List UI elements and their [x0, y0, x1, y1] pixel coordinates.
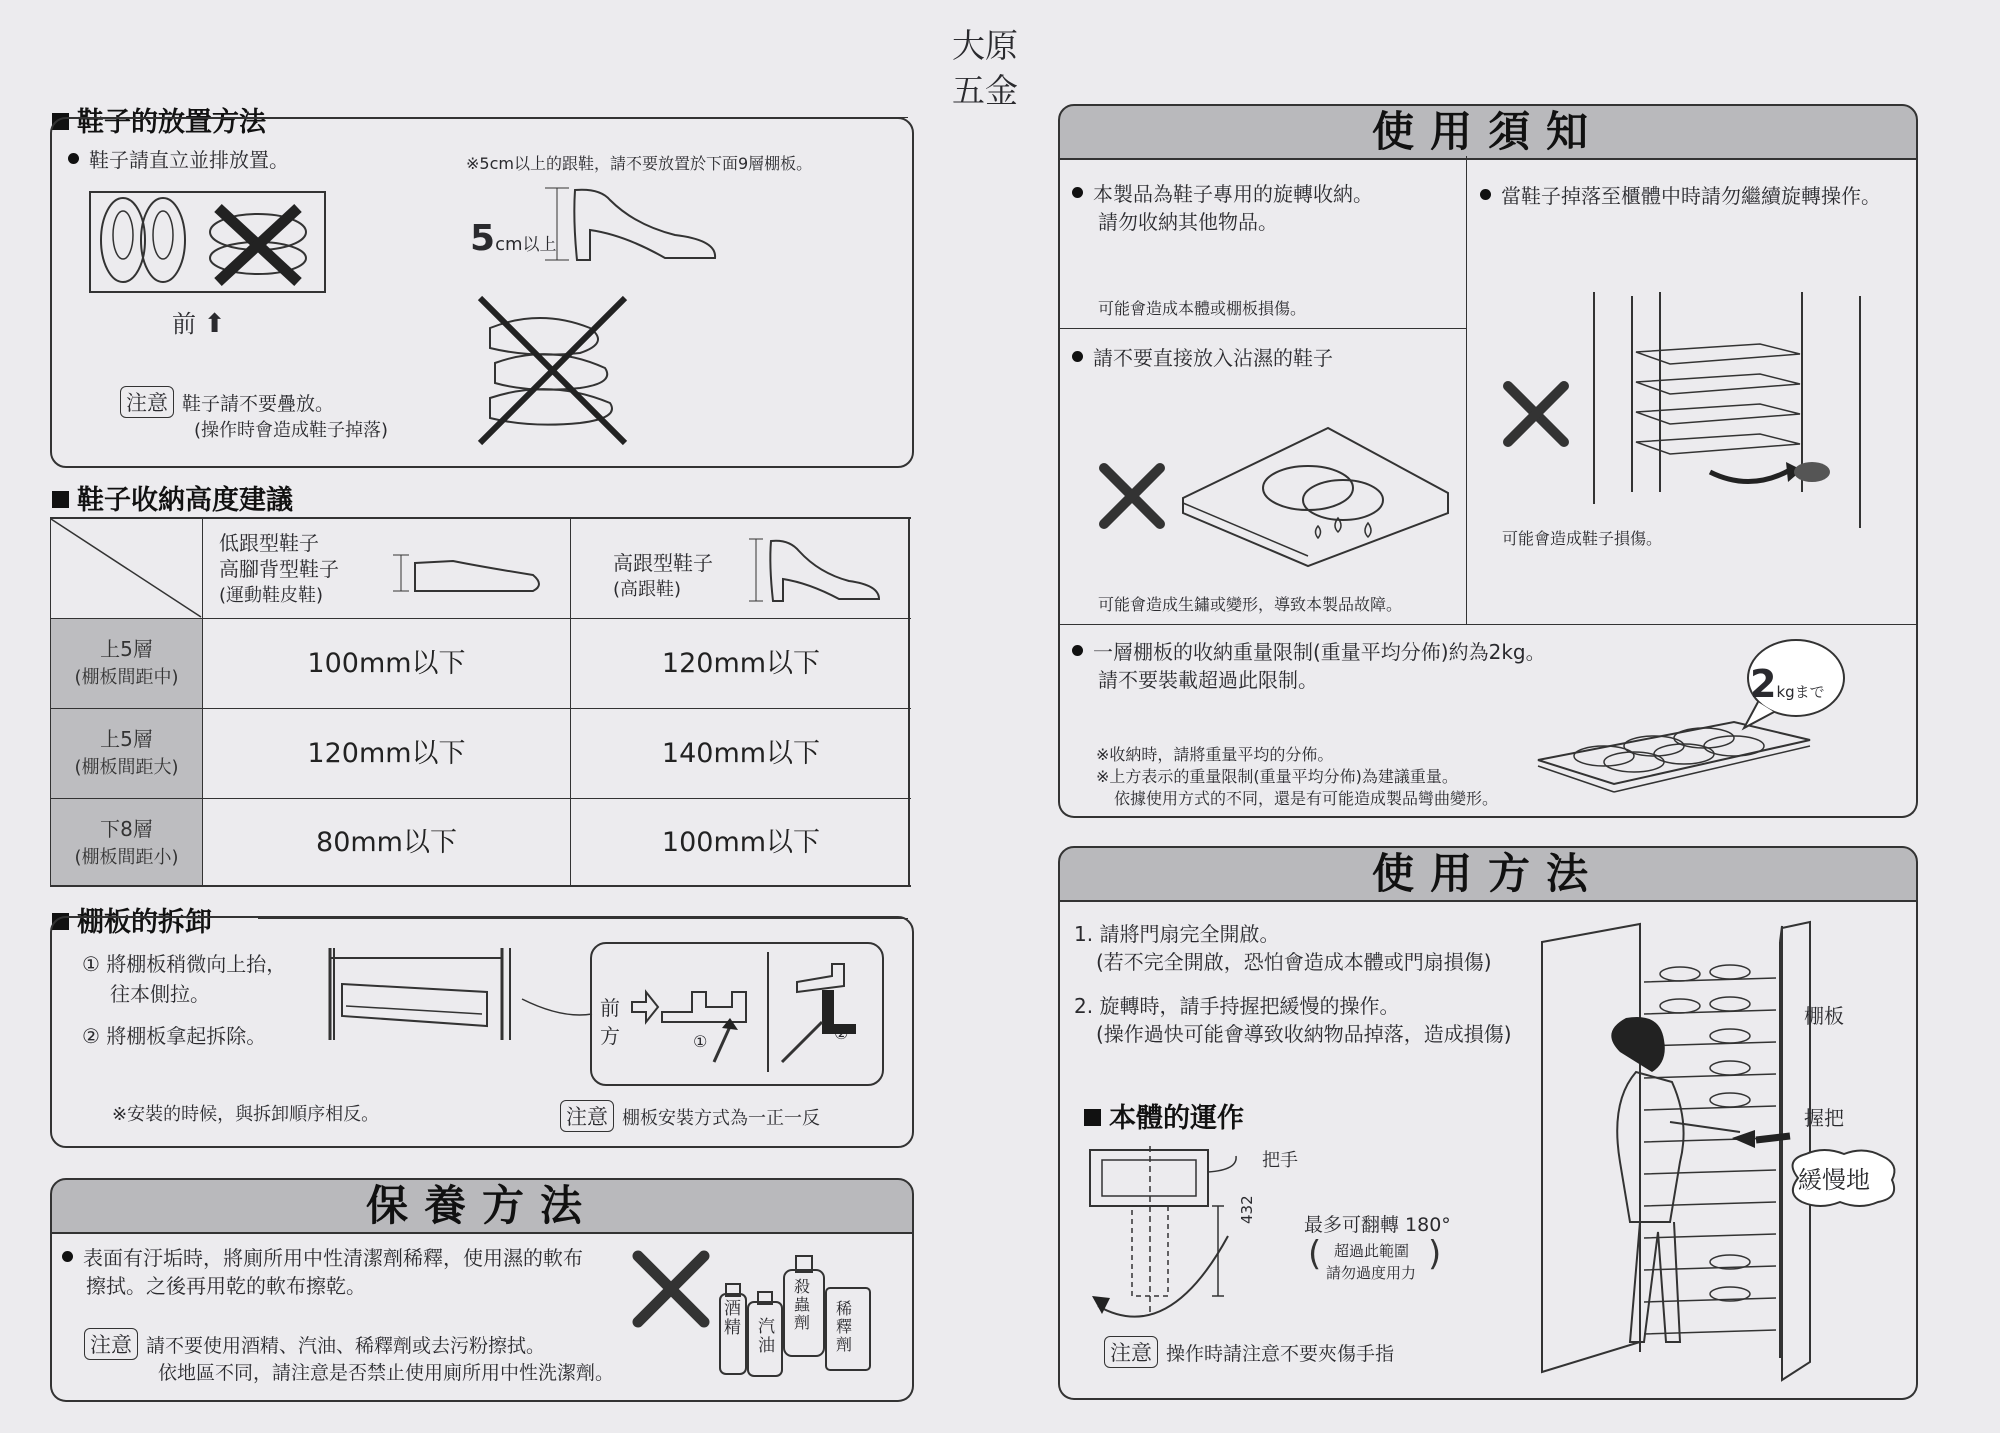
- heel-size-label: 5cm以上: [470, 218, 557, 259]
- bottle-thinner-label: 稀釋劑: [836, 1299, 853, 1354]
- rotate-limit-sub1: 超過此範圍: [1334, 1242, 1410, 1260]
- notice-b4-line2: 請不要裝載超過此限制。: [1098, 668, 1318, 692]
- table-header-high-heel: 高跟型鞋子 (高跟鞋): [571, 519, 911, 619]
- label-shelf: 棚板: [1804, 1004, 1844, 1028]
- prohibited-x-icon: [1502, 380, 1572, 450]
- label-grip: 握把: [1804, 1106, 1844, 1130]
- section-title-shelf-removal: 棚板的拆卸: [52, 900, 212, 939]
- section-title-height: 鞋子收納高度建議: [52, 478, 293, 517]
- usage-note: 注意 操作時請注意不要夾傷手指: [1104, 1336, 1394, 1368]
- row3-high-value: 100mm以下: [571, 799, 911, 887]
- height-table: [50, 517, 911, 887]
- watermark-line1: 大原: [952, 26, 1018, 65]
- front-label: 前 ⬆: [172, 309, 226, 339]
- rotate-limit: 最多可翻轉 180°: [1304, 1214, 1451, 1236]
- high-heel-icon: [749, 535, 889, 607]
- notice-header: 使用須知: [1058, 104, 1918, 160]
- shelf-step1: ① 將棚板稍微向上抬，: [82, 952, 287, 976]
- stacked-shoes-crossed-illustration: [480, 298, 630, 448]
- low-shoe-icon: [393, 549, 553, 599]
- shelf-detail-inset: 前 方 ①: [590, 942, 884, 1086]
- usage-step2-sub: (操作過快可能會導致收納物品掉落，造成損傷): [1096, 1022, 1512, 1046]
- placement-bullet: 鞋子請直立並排放置。: [68, 144, 289, 173]
- shelf-tilt-illustration: [322, 944, 592, 1044]
- shelf-hook-detail-illustration: [622, 952, 872, 1072]
- paren-left: (: [1308, 1234, 1322, 1274]
- install-note: ※安裝的時候，與拆卸順序相反。: [112, 1104, 380, 1125]
- care-bullet-line2: 擦拭。之後再用乾的軟布擦乾。: [86, 1274, 366, 1298]
- usage-step1: 1. 請將門扇完全開啟。: [1074, 922, 1280, 946]
- weight-limit-bubble: 2kgまで: [1750, 662, 1825, 706]
- arrow-up-icon: ⬆: [203, 309, 226, 339]
- shoe-fallen-in-cabinet-illustration: [1590, 292, 1870, 532]
- notice-b4-note3: 依據使用方式的不同，還是有可能造成製品彎曲變形。: [1114, 789, 1499, 808]
- notice-b4-line1: 一層棚板的收納重量限制(重量平均分佈)約為2kg。: [1072, 636, 1546, 665]
- notice-b3-small: 可能會造成鞋子損傷。: [1502, 529, 1663, 548]
- shelf-step1b: 往本側拉。: [110, 982, 210, 1006]
- row2-low-value: 120mm以下: [203, 709, 571, 799]
- shelf-note: 注意 棚板安裝方式為一正一反: [560, 1100, 820, 1132]
- bottle-insecticide-label: 殺蟲劑: [794, 1277, 811, 1332]
- square-bullet-icon: [1084, 1109, 1101, 1126]
- high-heel-illustration: [545, 180, 725, 270]
- row-head-1: 上5層 (棚板間距中): [51, 619, 203, 709]
- table-right-border: [908, 517, 910, 885]
- shoes-side-by-side-illustration: [88, 190, 328, 300]
- label-handle: 把手: [1262, 1150, 1298, 1171]
- placement-note: 注意 鞋子請不要疊放。: [120, 386, 334, 418]
- shelf-step2: ② 將棚板拿起拆除。: [82, 1024, 267, 1048]
- notice-b2-small: 可能會造成生鏽或變形，導致本製品故障。: [1098, 595, 1403, 614]
- notice-b3: 當鞋子掉落至櫃體中時請勿繼續旋轉操作。: [1480, 180, 1881, 209]
- notice-divider-vertical: [1466, 156, 1467, 624]
- notice-b1-line2: 請勿收納其他物品。: [1098, 210, 1278, 234]
- notice-b1-line1: 本製品為鞋子專用的旋轉收納。: [1072, 178, 1373, 207]
- notice-divider-b: [1058, 624, 1916, 625]
- prohibited-x-icon: [1098, 462, 1168, 532]
- paren-right: ): [1428, 1234, 1442, 1274]
- placement-note-sub: (操作時會造成鞋子掉落): [194, 420, 389, 441]
- section-title-body-operation: 本體的運作: [1084, 1096, 1244, 1135]
- dimension-432: 432: [1238, 1195, 1256, 1224]
- wet-shoes-on-shelf-illustration: [1178, 418, 1448, 568]
- usage-step1-sub: (若不完全開啟，恐怕會造成本體或門扇損傷): [1096, 950, 1492, 974]
- care-bullet-line1: 表面有汙垢時，將廁所用中性清潔劑稀釋，使用濕的軟布: [62, 1242, 583, 1271]
- usage-header: 使用方法: [1058, 846, 1918, 902]
- care-header: 保養方法: [50, 1178, 914, 1234]
- bottle-gasoline-label: 汽油: [758, 1317, 775, 1356]
- table-header-low-heel: 低跟型鞋子 高腳背型鞋子 (運動鞋皮鞋): [203, 519, 571, 619]
- notice-b4-note2: ※上方表示的重量限制(重量平均分佈)為建議重量。: [1096, 767, 1458, 786]
- notice-b1-small: 可能會造成本體或棚板損傷。: [1098, 299, 1307, 318]
- notice-divider-a: [1058, 328, 1466, 329]
- bottle-alcohol-label: 酒精: [724, 1299, 741, 1338]
- section-title-placement: 鞋子的放置方法: [52, 100, 266, 139]
- table-corner: [51, 519, 203, 619]
- prohibited-x-icon: [632, 1250, 712, 1330]
- care-note-line2: 依地區不同，請注意是否禁止使用廁所用中性洗潔劑。: [158, 1362, 615, 1384]
- row-head-3: 下8層 (棚板間距小): [51, 799, 203, 887]
- heel-warning: ※5cm以上的跟鞋，請不要放置於下面9層棚板。: [466, 154, 813, 173]
- notice-b2: 請不要直接放入沾濕的鞋子: [1072, 342, 1333, 371]
- usage-step2: 2. 旋轉時，請手持握把緩慢的操作。: [1074, 994, 1400, 1018]
- care-note-line1: 注意 請不要使用酒精、汽油、稀釋劑或去污粉擦拭。: [84, 1328, 545, 1360]
- row1-low-value: 100mm以下: [203, 619, 571, 709]
- label-slowly: 緩慢地: [1798, 1166, 1870, 1194]
- rotation-diagram-illustration: [1088, 1146, 1248, 1316]
- rotate-limit-sub2: 請勿過度用力: [1326, 1264, 1417, 1282]
- notice-b4-note1: ※收納時，請將重量平均的分佈。: [1096, 745, 1334, 764]
- row2-high-value: 140mm以下: [571, 709, 911, 799]
- row3-low-value: 80mm以下: [203, 799, 571, 887]
- row-head-2: 上5層 (棚板間距大): [51, 709, 203, 799]
- watermark-line2: 五金: [952, 71, 1018, 110]
- square-bullet-icon: [52, 491, 69, 508]
- row1-high-value: 120mm以下: [571, 619, 911, 709]
